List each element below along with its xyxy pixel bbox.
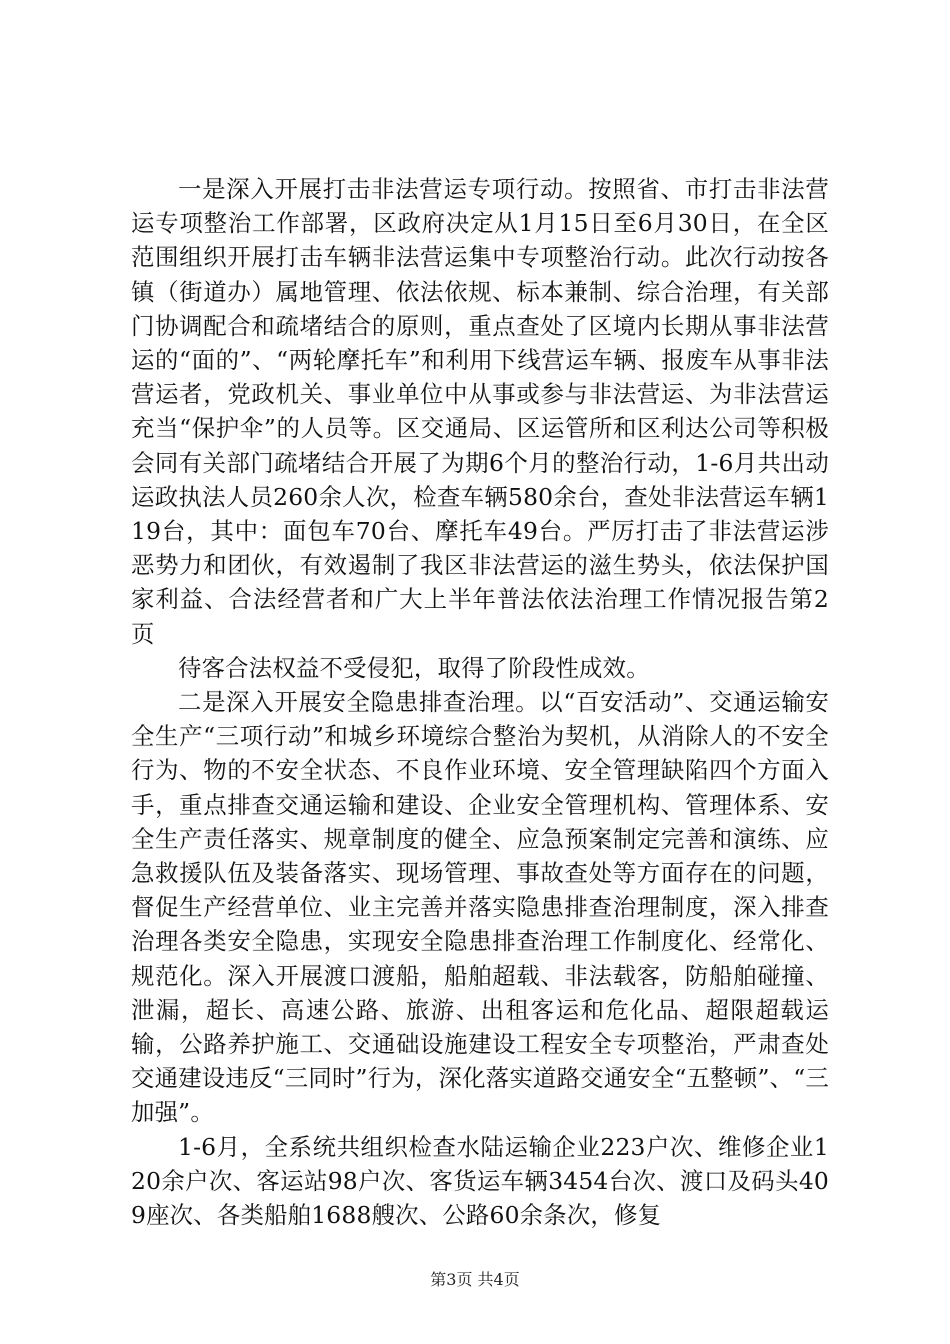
paragraph-continuation: 待客合法权益不受侵犯，取得了阶段性成效。 bbox=[178, 653, 650, 682]
document-body bbox=[131, 172, 829, 1232]
page-number-footer: 第3页 共4页 bbox=[430, 1270, 520, 1289]
paragraph-inspection-stats: 1-6月，全系统共组织检查水陆运输企业223户次、维修企业120余户次、客运站98户次、客货运车辆3454台次、渡口及码头409座次、各类船舶1688艘次、公路60余条次，修复 bbox=[131, 1132, 829, 1230]
paragraph-safety-hazard: 二是深入开展安全隐患排查治理。以“百安活动”、交通运输安全生产“三项行动”和城乡环境综合整治为契机，从消除人的不安全行为、物的不安全状态、不良作业环境、安全管理缺陷四个方面入手，重点排查交通运输和建设、企业安全管理机构、管理体系、安全生产责任落实、规章制度的健全、应急预案制定完善和演练、应急救援队伍及装备落实、现场管理、事故查处等方面存在的问题，督促生产经营单位、业主完善并落实隐患排查治理制度，深入排查治理各类安全隐患，实现安全隐患排查治理工作制度化、经常化、规范化。深入开展渡口渡船，船舶超载、非法载客，防船舶碰撞、泄漏，超长、高速公路、旅游、出租客运和危化品、超限超载运输，公路养护施工、交通础设施建设工程安全专项整治，严肃查处交通建设违反“三同时”行为，深化落实道路交通安全“五整顿”、“三加强”。 bbox=[131, 688, 830, 1127]
paragraph-illegal-operation: 一是深入开展打击非法营运专项行动。按照省、市打击非法营运专项整治工作部署，区政府决定从1月15日至6月30日，在全区范围组织开展打击车辆非法营运集中专项整治行动。此次行动按各镇（街道办）属地管理、依法依规、标本兼制、综合治理，有关部门协调配合和疏堵结合的原则，重点查处了区境内长期从事非法营运的“面的”、“两轮摩托车”和利用下线营运车辆、报废车从事非法营运者，党政机关、事业单位中从事或参与非法营运、为非法营运充当“保护伞”的人员等。区交通局、区运管所和区利达公司等积极会同有关部门疏堵结合开展了为期6个月的整治行动，1-6月共出动运政执法人员260余人次，检查车辆580余台，查处非法营运车辆119台，其中：面包车70台、摩托车49台。严厉打击了非法营运涉恶势力和团伙，有效遏制了我区非法营运的滋生势头，依法保护国家利益、合法经营者和广大上半年普法依法治理工作情况报告第2页 bbox=[131, 175, 829, 648]
